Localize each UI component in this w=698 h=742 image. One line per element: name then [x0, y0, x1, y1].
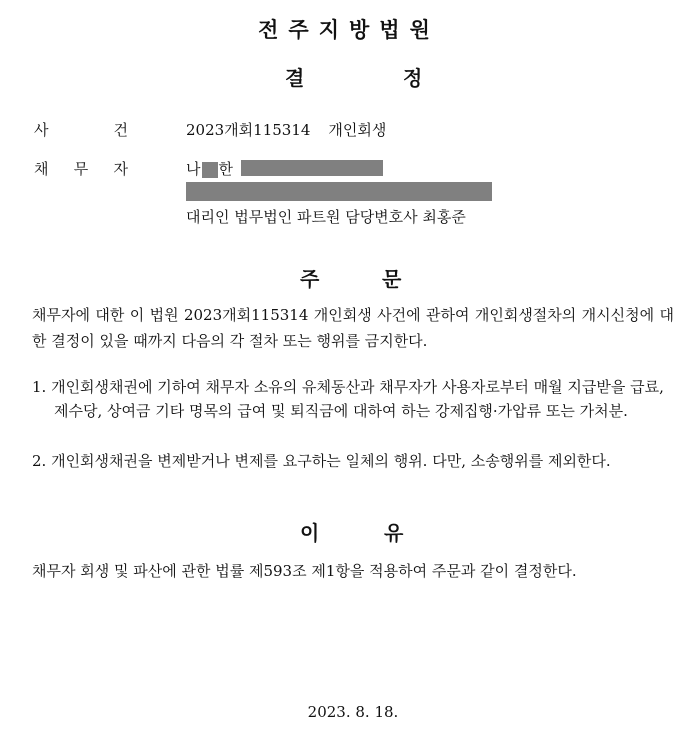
- document-type-char-2: 정: [403, 66, 423, 90]
- debtor-representative: 대리인 법무법인 파트원 담당변호사 최홍준: [186, 208, 466, 226]
- case-label-char-1: 사: [34, 121, 49, 139]
- decision-date: 2023. 8. 18.: [307, 703, 399, 721]
- order-heading-char-1: 주: [300, 267, 320, 291]
- court-name: 전주지방법원: [258, 18, 440, 42]
- id-number-redaction: [241, 160, 383, 176]
- debtor-name: [186, 158, 233, 180]
- case-number: 2023개회115314: [186, 121, 311, 139]
- debtor-name-last: 한: [218, 160, 233, 178]
- debtor-label-char-3: 자: [113, 160, 128, 178]
- reason-heading: [0, 519, 698, 547]
- order-item-2: 2. 개인회생채권을 변제받거나 변제를 요구하는 일체의 행위. 다만, 소송행위를 제외한다.: [32, 452, 611, 470]
- reason-text: 채무자 회생 및 파산에 관한 법률 제593조 제1항을 적용하여 주문과 같이 결정한다.: [32, 562, 577, 580]
- case-label: [34, 119, 128, 141]
- case-label-char-2: 건: [113, 121, 128, 139]
- address-redaction: [186, 182, 492, 201]
- reason-heading-char-1: 이: [300, 521, 320, 545]
- reason-heading-char-2: 유: [384, 521, 404, 545]
- order-heading-char-2: 문: [382, 267, 402, 291]
- order-heading: [0, 265, 698, 293]
- debtor-name-first: 나: [186, 160, 201, 178]
- document-type-title: [0, 64, 698, 92]
- case-type: 개인회생: [328, 121, 387, 139]
- order-intro: 채무자에 대한 이 법원 2023개회115314 개인회생 사건에 관하여 개인회생절차의 개시신청에 대한 결정이 있을 때까지 다음의 각 절차 또는 행위를 금지한다.: [32, 306, 674, 350]
- case-value: [186, 119, 386, 141]
- order-item-1: 1. 개인회생채권에 기하여 채무자 소유의 유체동산과 채무자가 사용자로부터 매월 지급받을 급료, 제수당, 상여금 기타 명목의 급여 및 퇴직금에 대하여 하는 강제집행·가압류 또는 가처분.: [32, 378, 664, 420]
- debtor-label-char-1: 채: [34, 160, 49, 178]
- document-type-char-1: 결: [285, 66, 305, 90]
- name-redaction: [202, 162, 218, 178]
- debtor-label: [34, 158, 128, 180]
- debtor-label-char-2: 무: [73, 160, 89, 178]
